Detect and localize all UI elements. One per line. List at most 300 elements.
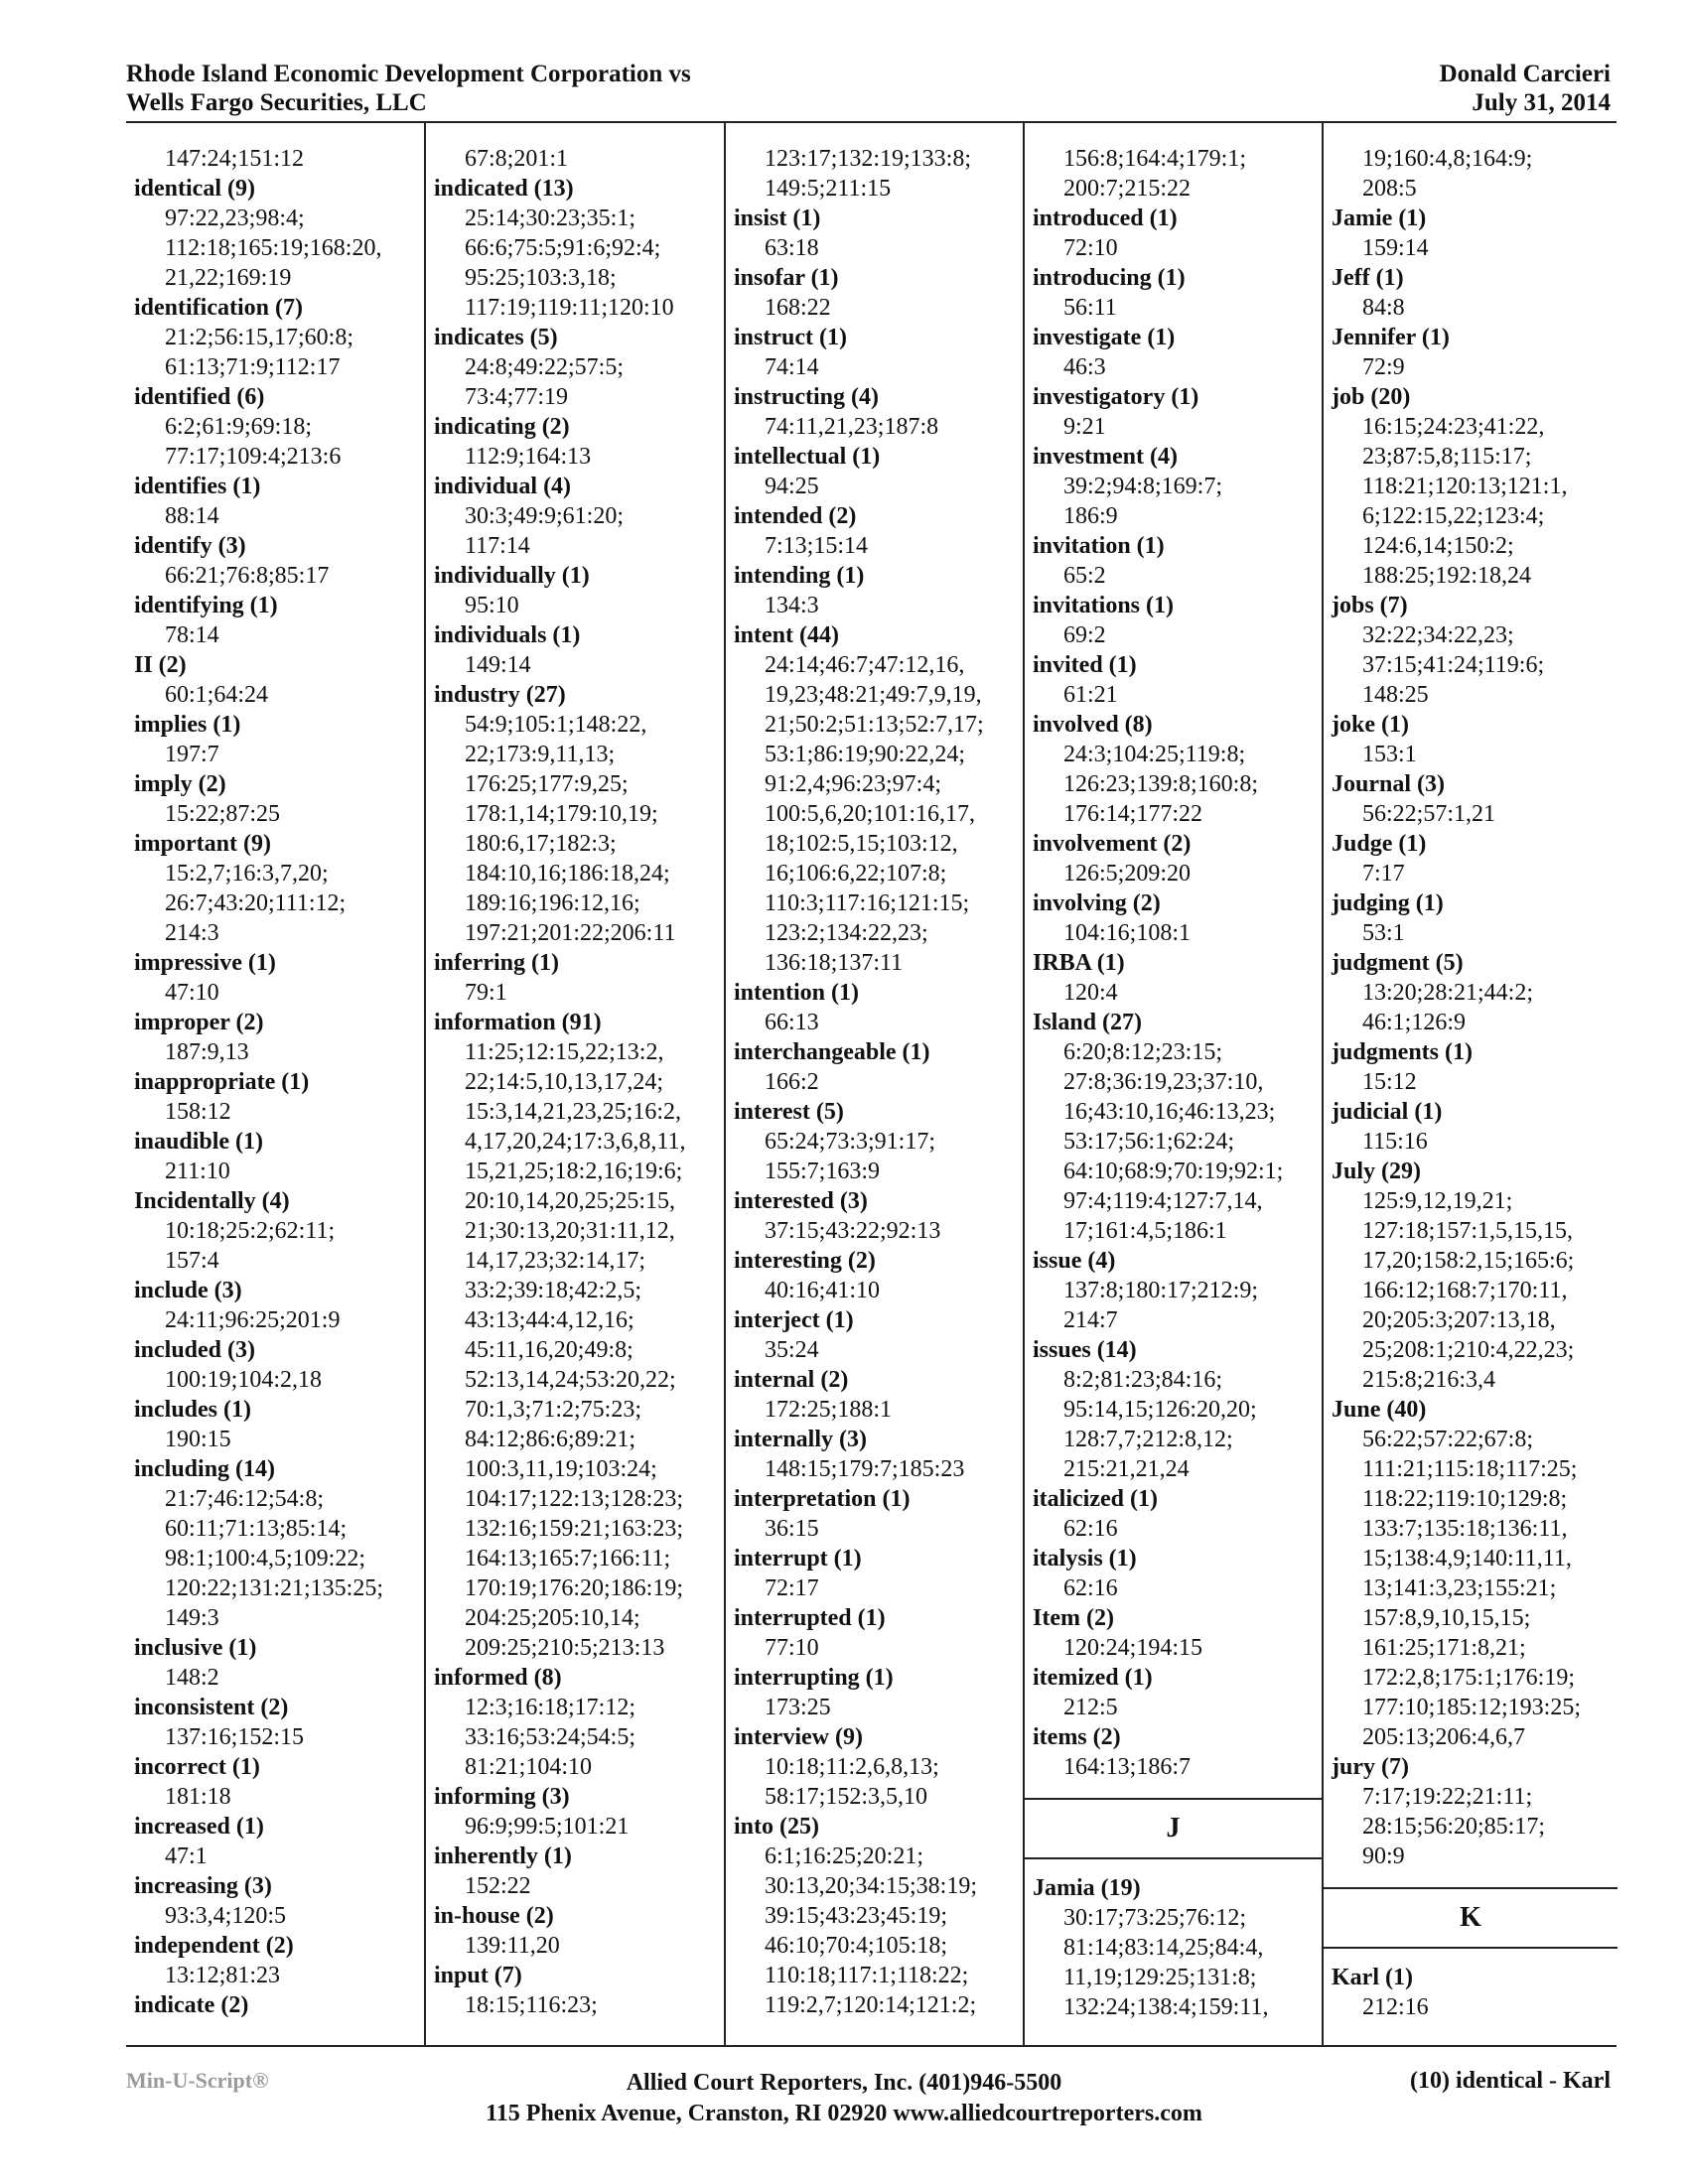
index-entry [734,1305,1023,1365]
case-caption [126,60,691,117]
reference-line: 96:9;99:5;101:21 [465,1814,630,1840]
index-entry [434,620,724,680]
page-line-references [134,1663,424,1693]
index-entry [134,1752,424,1812]
index-entry [734,1722,1023,1812]
index-entry [134,531,424,591]
index-entry [434,948,724,1008]
index-entry [434,144,724,174]
reference-line: 6:2;61:9;69:18; [165,414,313,440]
reporter-address: 115 Phenix Avenue, Cranston, RI 02920 www.alliedcourtreporters.com [486,2101,1202,2126]
reference-line: 10:18;11:2,6,8,13; [765,1754,939,1780]
reference-line: 148:25 [1362,682,1429,708]
index-entry [1332,769,1618,829]
page-line-references [134,1305,424,1335]
case-title-line-1: Rhode Island Economic Development Corporation vs [126,61,691,87]
index-entry [134,948,424,1008]
reference-line: 132:24;138:4;159:11, [1063,1994,1269,2020]
reference-line: 172:25;188:1 [765,1397,893,1423]
index-term: into (25) [734,1814,819,1840]
index-term: individually (1) [434,563,590,589]
page-line-references [1033,472,1322,531]
reference-line: 32:22;34:22,23; [1362,622,1514,648]
reference-line: 117:19;119:11;120:10 [465,295,674,321]
reference-line: 110:3;117:16;121:15; [765,890,970,916]
page-line-references [434,978,724,1008]
index-term: judgments (1) [1332,1039,1473,1065]
reference-line: 124:6,14;150:2; [1362,533,1514,559]
index-entry [734,1186,1023,1246]
reference-line: 200:7;215:22 [1063,176,1192,202]
index-entry [734,442,1023,501]
page-line-references [134,1365,424,1395]
index-entry [434,1961,724,2020]
index-term: input (7) [434,1963,522,1988]
index-entry [1033,1484,1322,1544]
index-entry [434,561,724,620]
index-term: includes (1) [134,1397,252,1423]
reference-line: 16;106:6,22;107:8; [765,861,947,887]
index-term: important (9) [134,831,271,857]
section-letter-k: K [1324,1887,1618,1949]
reference-line: 17,20;158:2,15;165:6; [1362,1248,1575,1274]
index-entry [734,382,1023,442]
reference-line: 77:10 [765,1635,819,1661]
reference-line: 212:16 [1362,1994,1429,2020]
reference-line: 53:17;56:1;62:24; [1063,1129,1235,1155]
reference-line: 13:20;28:21;44:2; [1362,980,1534,1006]
page-line-references [1033,620,1322,650]
page-line-references [1332,978,1618,1037]
index-term: instructing (4) [734,384,879,410]
reference-line: 123:17;132:19;133:8; [765,146,972,172]
reference-line: 88:14 [165,503,219,529]
index-term: interject (1) [734,1307,854,1333]
reference-line: 136:18;137:11 [765,950,904,976]
reference-line: 104:17;122:13;128:23; [465,1486,684,1512]
footer-rule [126,2045,1617,2047]
page-line-references [1332,1067,1618,1097]
page-line-references [734,352,1023,382]
reference-line: 188:25;192:18,24 [1362,563,1532,589]
index-entry [734,323,1023,382]
index-entry [734,978,1023,1037]
reference-line: 15:3,14,21,23,25;16:2, [465,1099,682,1125]
reference-line: 155:7;163:9 [765,1159,881,1184]
index-term: invitations (1) [1033,593,1175,618]
index-term: interesting (2) [734,1248,876,1274]
page-line-references [734,1693,1023,1722]
page-line-references [434,501,724,561]
page-line-references [134,799,424,829]
reference-line: 84:12;86:6;89:21; [465,1427,636,1452]
index-term: issue (4) [1033,1248,1116,1274]
index-term: identifying (1) [134,593,278,618]
index-entry [434,680,724,948]
reference-line: 148:2 [165,1665,219,1691]
index-term: impressive (1) [134,950,276,976]
index-entry [134,1067,424,1127]
page-line-references [1033,918,1322,948]
page-line-references [734,1008,1023,1037]
page-line-references [434,1037,724,1663]
reference-line: 177:10;185:12;193:25; [1362,1695,1582,1720]
index-term: inappropriate (1) [134,1069,310,1095]
index-term: identical (9) [134,176,255,202]
reference-line: 118:21;120:13;121:1, [1362,474,1568,499]
reference-line: 197:7 [165,742,219,767]
index-entry [1033,204,1322,263]
index-term: imply (2) [134,771,226,797]
reference-line: 72:17 [765,1575,819,1601]
reference-line: 23;87:5,8;115:17; [1362,444,1532,470]
index-term: include (3) [134,1278,242,1303]
page-line-references [1033,1633,1322,1663]
index-entry [734,1246,1023,1305]
reference-line: 33:16;53:24;54:5; [465,1724,636,1750]
index-term: intent (44) [734,622,839,648]
page-line-references [734,233,1023,263]
index-entry [1033,263,1322,323]
page-line-references [1033,1514,1322,1544]
page-line-references [134,1782,424,1812]
page-line-references [134,412,424,472]
reference-line: 137:16;152:15 [165,1724,305,1750]
reference-line: 205:13;206:4,6,7 [1362,1724,1526,1750]
index-term: introducing (1) [1033,265,1186,291]
reference-line: 212:5 [1063,1695,1118,1720]
index-term: indicated (13) [434,176,574,202]
reference-line: 45:11,16,20;49:8; [465,1337,633,1363]
index-entry [1033,382,1322,442]
reference-line: 8:2;81:23;84:16; [1063,1367,1223,1393]
index-term: judging (1) [1332,890,1444,916]
reference-line: 22;173:9,11,13; [465,742,616,767]
reference-line: 211:10 [165,1159,230,1184]
reference-line: 209:25;210:5;213:13 [465,1635,665,1661]
page-line-references [134,1037,424,1067]
reference-line: 19,23;48:21;49:7,9,19, [765,682,982,708]
index-term: identified (6) [134,384,265,410]
index-term: interest (5) [734,1099,844,1125]
page-line-references [134,620,424,650]
index-entry [1033,1008,1322,1246]
reference-line: 25;208:1;210:4,22,23; [1362,1337,1575,1363]
reference-line: 12:3;16:18;17:12; [465,1695,636,1720]
reference-line: 197:21;201:22;206:11 [465,920,676,946]
index-term: itemized (1) [1033,1665,1153,1691]
index-term: interrupted (1) [734,1605,886,1631]
index-column-4 [1025,122,1324,2045]
reference-line: 100:5,6,20;101:16,17, [765,801,976,827]
index-term: II (2) [134,652,187,678]
reference-line: 40:16;41:10 [765,1278,881,1303]
section-letter-j: J [1025,1798,1322,1859]
reference-line: 46:3 [1063,354,1106,380]
index-entry [1033,1603,1322,1663]
index-term: implies (1) [134,712,241,738]
case-title-line-2: Wells Fargo Securities, LLC [126,89,427,116]
reporter-name: Allied Court Reporters, Inc. (401)946-5500 [626,2070,1062,2096]
reference-line: 215:21,21,24 [1063,1456,1190,1482]
index-entry [1332,1752,1618,1871]
reference-line: 152:22 [465,1873,531,1899]
reference-line: 120:24;194:15 [1063,1635,1203,1661]
index-entry [134,1990,424,2020]
reference-line: 17;161:4,5;186:1 [1063,1218,1227,1244]
index-term: individual (4) [434,474,572,499]
page-line-references [734,472,1023,501]
page-line-references [434,591,724,620]
reference-line: 21:2;56:15,17;60:8; [165,325,354,350]
reference-line: 24:3;104:25;119:8; [1063,742,1246,767]
page-line-references [134,501,424,531]
index-term: investigatory (1) [1033,384,1199,410]
reference-line: 16:15;24:23;41:22, [1362,414,1545,440]
reference-line: 189:16;196:12,16; [465,890,640,916]
index-term: involvement (2) [1033,831,1192,857]
index-entry [1033,323,1322,382]
reference-line: 180:6,17;182:3; [465,831,617,857]
reference-line: 104:16;108:1 [1063,920,1192,946]
reference-line: 74:11,21,23;187:8 [765,414,939,440]
index-entry [734,1663,1023,1722]
reference-line: 26:7;43:20;111:12; [165,890,347,916]
page-line-references [134,1842,424,1871]
index-term: identify (3) [134,533,246,559]
reference-line: 19;160:4,8;164:9; [1362,146,1533,172]
deposition-info [1440,60,1611,117]
reference-line: 61:13;71:9;112:17 [165,354,341,380]
reference-line: 47:1 [165,1843,208,1869]
reference-line: 164:13;186:7 [1063,1754,1192,1780]
index-entry [434,1842,724,1901]
reference-line: 190:15 [165,1427,231,1452]
reference-line: 66:13 [765,1010,819,1035]
index-term: jury (7) [1332,1754,1409,1780]
index-entry [1033,531,1322,591]
reference-line: 18:15;116:23; [465,1992,598,2018]
index-entry [1332,888,1618,948]
reference-line: 56:11 [1063,295,1117,321]
index-entry [134,144,424,174]
index-term: invitation (1) [1033,533,1165,559]
reference-line: 56:22;57:22;67:8; [1362,1427,1534,1452]
index-term: invited (1) [1033,652,1137,678]
reference-line: 58:17;152:3,5,10 [765,1784,928,1810]
reference-line: 118:22;119:10;129:8; [1362,1486,1568,1512]
reference-line: 24:8;49:22;57:5; [465,354,625,380]
reference-line: 13;141:3,23;155:21; [1362,1575,1557,1601]
index-entry [434,1008,724,1663]
index-term: incorrect (1) [134,1754,260,1780]
reference-line: 28:15;56:20;85:17; [1362,1814,1546,1840]
index-entry [734,620,1023,978]
index-term: in-house (2) [434,1903,554,1929]
reference-line: 95:14,15;126:20,20; [1063,1397,1257,1423]
index-term: improper (2) [134,1010,264,1035]
index-term: investment (4) [1033,444,1178,470]
reference-line: 137:8;180:17;212:9; [1063,1278,1259,1303]
index-term: indicates (5) [434,325,558,350]
reference-line: 173:25 [765,1695,831,1720]
page-line-references [134,978,424,1008]
reference-line: 100:19;104:2,18 [165,1367,323,1393]
reference-line: 65:24;73:3;91:17; [765,1129,936,1155]
index-entry [134,1633,424,1693]
page-line-references [1033,561,1322,591]
index-term: internally (3) [734,1427,867,1452]
reference-line: 110:18;117:1;118:22; [765,1963,969,1988]
reference-line: 15:12 [1362,1069,1417,1095]
reference-line: 139:11,20 [465,1933,560,1959]
page-line-references [1332,1127,1618,1157]
page-line-references [1332,799,1618,829]
page-line-references [134,680,424,710]
index-term: job (20) [1332,384,1411,410]
index-term: interpretation (1) [734,1486,911,1512]
reference-line: 214:7 [1063,1307,1118,1333]
index-entry [1332,829,1618,888]
index-term: IRBA (1) [1033,950,1125,976]
reference-line: 164:13;165:7;166:11; [465,1546,671,1571]
page-line-references [1033,1752,1322,1782]
index-term: instruct (1) [734,325,847,350]
page-line-references [434,710,724,948]
index-term: informing (3) [434,1784,570,1810]
reference-line: 176:25;177:9,25; [465,771,629,797]
reference-line: 126:23;139:8;160:8; [1063,771,1259,797]
page-line-references [134,1901,424,1931]
reference-line: 214:3 [165,920,219,946]
reference-line: 53:1;86:19;90:22,24; [765,742,966,767]
reference-line: 30:17;73:25;76:12; [1063,1905,1247,1931]
index-term: interrupting (1) [734,1665,894,1691]
reference-line: 117:14 [465,533,530,559]
index-entry [434,323,724,412]
index-entry [734,501,1023,561]
reference-line: 16;43:10,16;46:13,23; [1063,1099,1276,1125]
reference-line: 148:15;179:7;185:23 [765,1456,965,1482]
reference-line: 30:3;49:9;61:20; [465,503,625,529]
page-line-references [1332,1782,1618,1871]
index-term: Journal (3) [1332,771,1445,797]
reference-line: 7:17;19:22;21:11; [1362,1784,1533,1810]
reference-line: 78:14 [165,622,219,648]
page-line-references [734,531,1023,561]
reference-line: 112:18;165:19;168:20, [165,235,382,261]
page-line-references [134,204,424,293]
page-line-references [1033,293,1322,323]
reference-line: 161:25;171:8,21; [1362,1635,1526,1661]
reference-line: 62:16 [1063,1516,1118,1542]
reference-line: 46:1;126:9 [1362,1010,1467,1035]
index-entry [134,1395,424,1454]
reference-line: 166:12;168:7;170:11, [1362,1278,1568,1303]
page-line-references [734,1573,1023,1603]
index-entry [734,1812,1023,2020]
page-line-references [134,1484,424,1633]
reference-line: 79:1 [465,980,507,1006]
index-term: included (3) [134,1337,256,1363]
page-line-references [734,1514,1023,1544]
index-entry [134,1335,424,1395]
index-entry [1332,591,1618,710]
reference-line: 119:2,7;120:14;121:2; [765,1992,977,2018]
reference-line: 95:25;103:3,18; [465,265,617,291]
page-line-references [734,1752,1023,1812]
reference-line: 215:8;216:3,4 [1362,1367,1496,1393]
index-term: jobs (7) [1332,593,1408,618]
index-entry [1033,1544,1322,1603]
index-term: June (40) [1332,1397,1427,1423]
index-term: information (91) [434,1010,602,1035]
index-term: intended (2) [734,503,857,529]
page-line-references [734,1067,1023,1097]
index-term: independent (2) [134,1933,294,1959]
index-term: Item (2) [1033,1605,1114,1631]
page-line-references [134,144,424,174]
reference-line: 204:25;205:10,14; [465,1605,640,1631]
page-line-references [734,1335,1023,1365]
page-line-references [1033,144,1322,204]
index-term: joke (1) [1332,712,1409,738]
index-term: inclusive (1) [134,1635,257,1661]
reference-line: 157:8,9,10,15,15; [1362,1605,1531,1631]
page-line-references [734,1395,1023,1425]
index-term: Incidentally (4) [134,1188,290,1214]
reference-line: 74:14 [765,354,819,380]
reference-line: 115:16 [1362,1129,1428,1155]
reference-line: 62:16 [1063,1575,1118,1601]
page-line-references [434,1990,724,2020]
reference-line: 93:3,4;120:5 [165,1903,287,1929]
page-line-references [434,1871,724,1901]
reference-line: 56:22;57:1,21 [1362,801,1496,827]
reference-line: 36:15 [765,1516,819,1542]
page-line-references [134,1157,424,1186]
reference-line: 15:22;87:25 [165,801,281,827]
index-entry [134,650,424,710]
index-term: inherently (1) [434,1843,572,1869]
page-line-references [734,412,1023,442]
index-entry [734,1603,1023,1663]
index-entry [1332,1037,1618,1097]
index-entry [1033,1722,1322,1782]
page-line-references [734,1127,1023,1186]
reference-line: 6;122:15,22;123:4; [1362,503,1545,529]
reference-line: 53:1 [1362,920,1405,946]
reference-line: 66:6;75:5;91:6;92:4; [465,235,661,261]
index-entry [134,293,424,382]
index-term: industry (27) [434,682,566,708]
index-entry [134,1931,424,1990]
reference-line: 64:10;68:9;70:19;92:1; [1063,1159,1284,1184]
index-term: informed (8) [434,1665,562,1691]
reference-line: 47:10 [165,980,219,1006]
reference-line: 21;30:13,20;31:11,12, [465,1218,675,1244]
reference-line: 15;138:4,9;140:11,11, [1362,1546,1572,1571]
index-term: internal (2) [734,1367,849,1393]
index-entry [734,204,1023,263]
reference-line: 72:9 [1362,354,1405,380]
index-entry [734,1097,1023,1186]
index-entry [1332,948,1618,1037]
index-term: issues (14) [1033,1337,1137,1363]
index-term: insofar (1) [734,265,839,291]
reference-line: 60:11;71:13;85:14; [165,1516,348,1542]
brand-mark: Min-U-Script® [126,2068,269,2093]
